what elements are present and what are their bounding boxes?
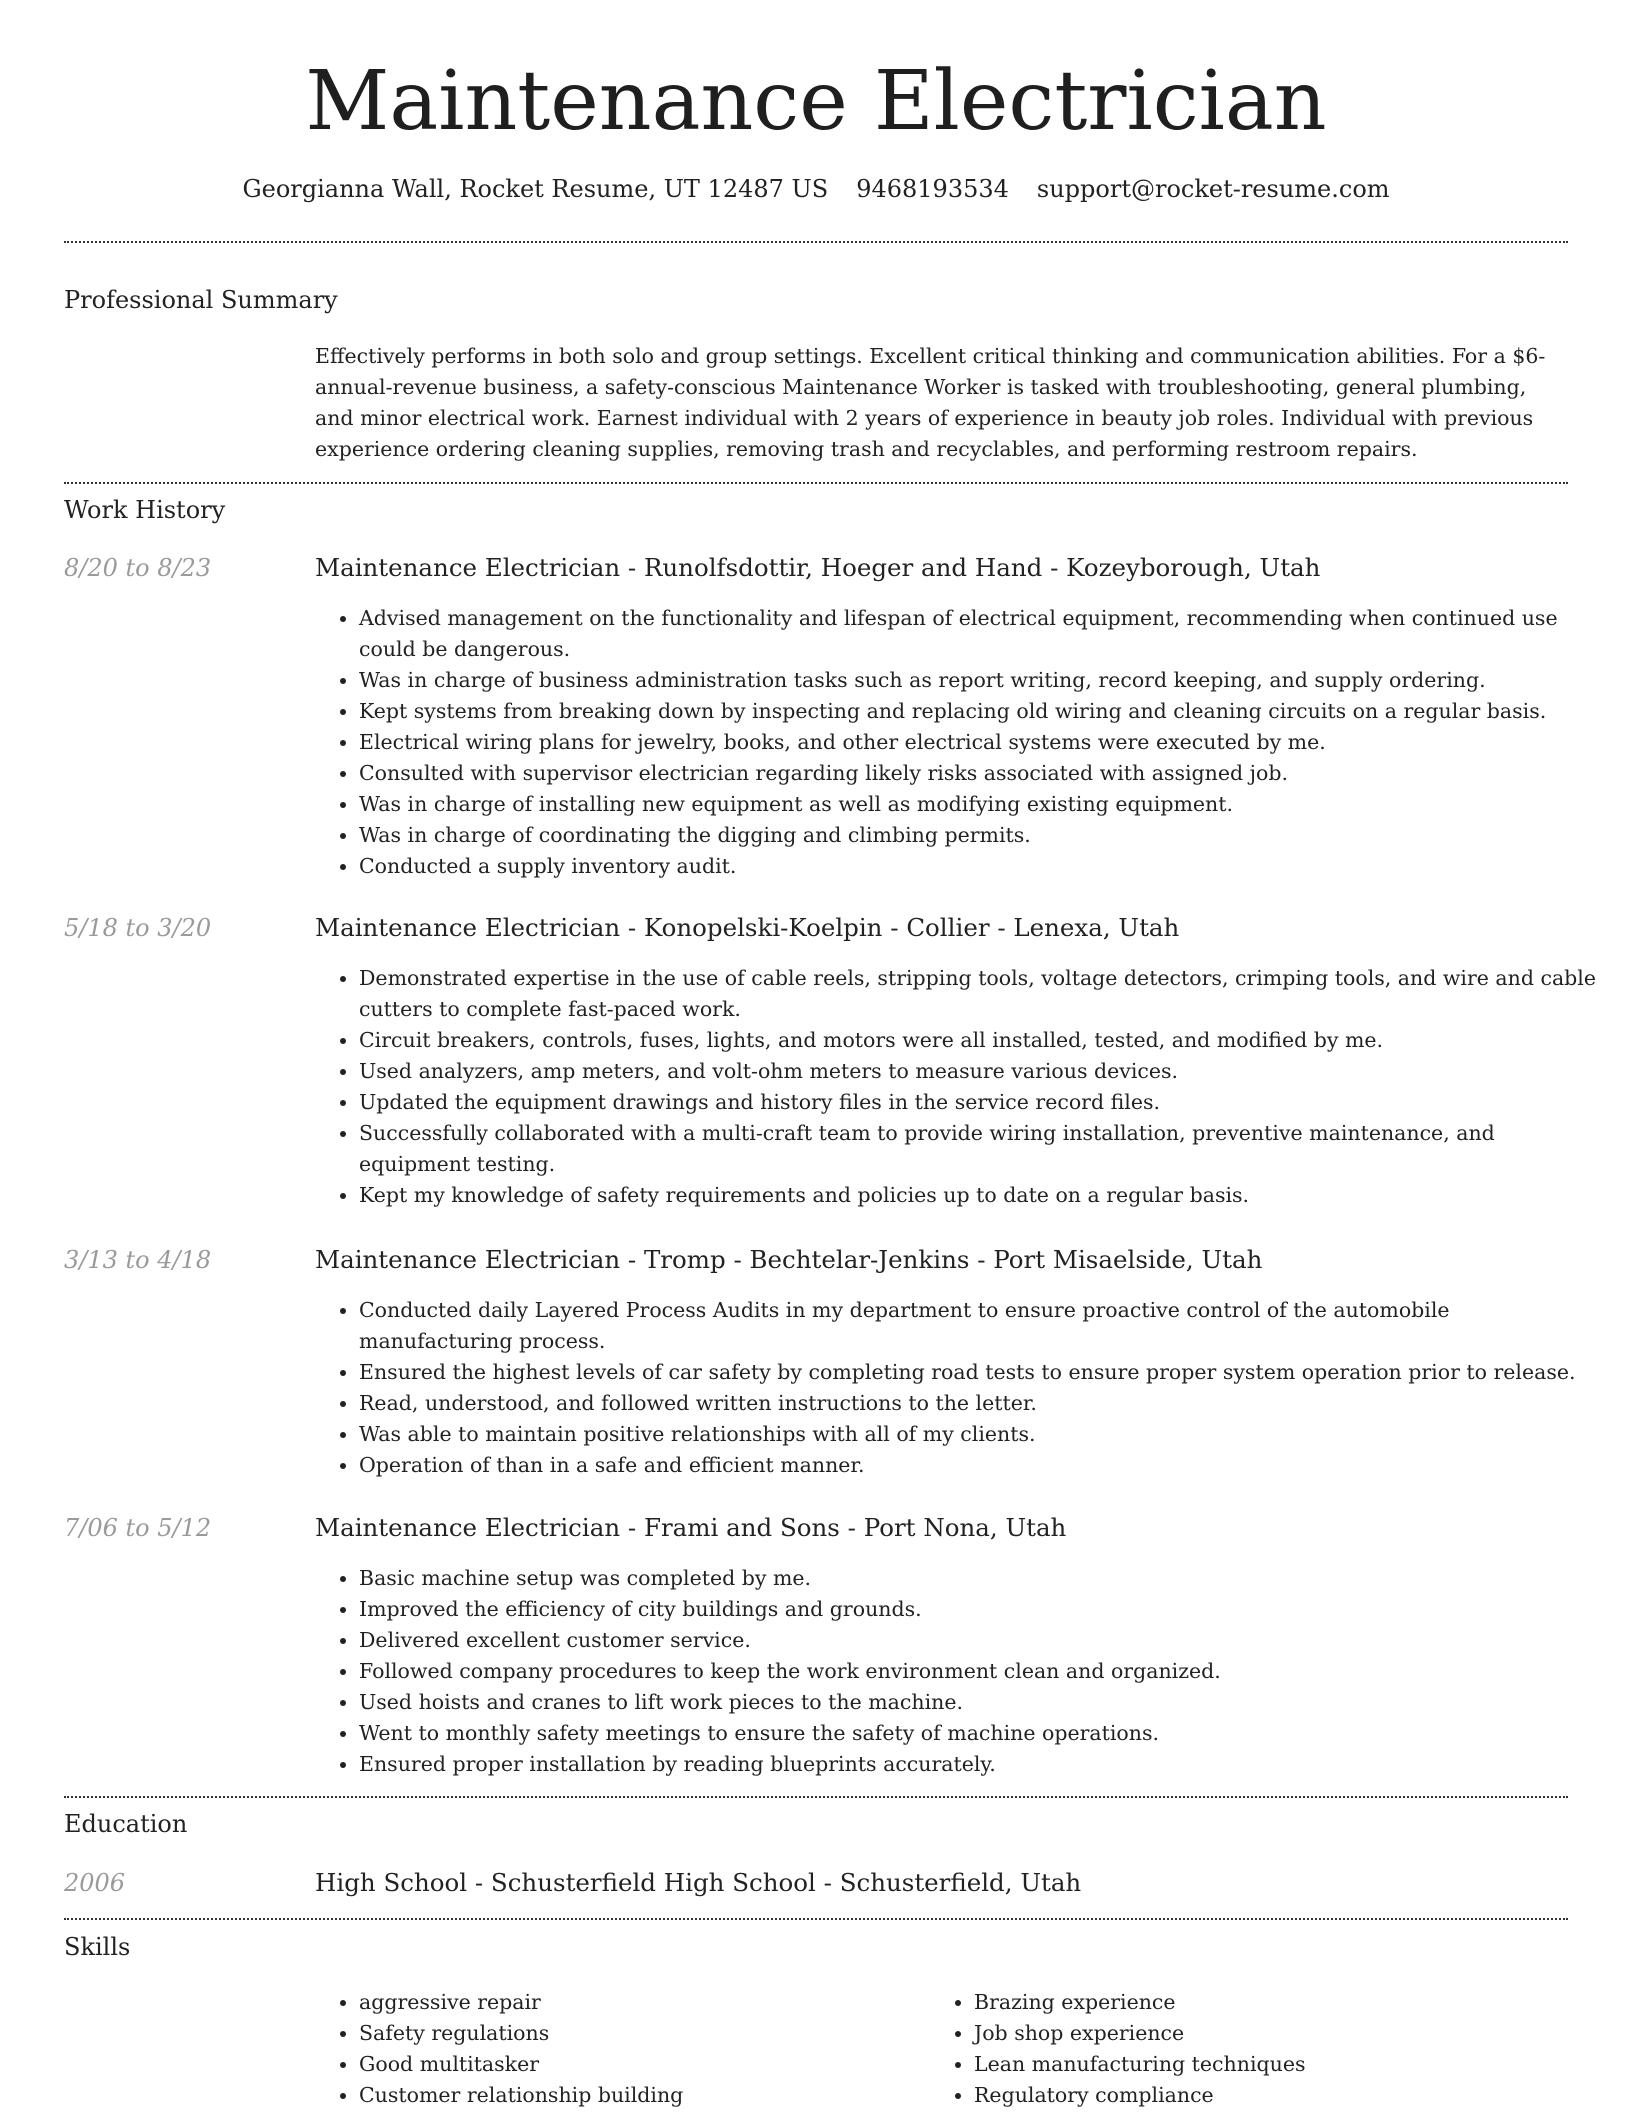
list-item: • Basic machine setup was completed by me. — [359, 1563, 1609, 1594]
list-item: • Successfully collaborated with a multi-craft team to provide wiring installation, preventive maintenance, and equipment testing. — [359, 1118, 1609, 1180]
contact-email[interactable]: support@rocket-resume.com — [1036, 175, 1390, 203]
skills-list-left — [315, 1987, 919, 2111]
list-item: • Good multitasker — [359, 2049, 919, 2080]
list-item: • Kept my knowledge of safety requirements and policies up to date on a regular basis. — [359, 1180, 1609, 1211]
list-item: • Was in charge of installing new equipment as well as modifying existing equipment. — [359, 789, 1609, 820]
job-dates: 5/18 to 3/20 — [64, 914, 212, 942]
list-item: • Used analyzers, amp meters, and volt-ohm meters to measure various devices. — [359, 1056, 1609, 1087]
list-item: • Regulatory compliance — [974, 2080, 1574, 2111]
section-title-summary: Professional Summary — [64, 286, 338, 314]
list-item: • Circuit breakers, controls, fuses, lights, and motors were all installed, tested, and modified by me. — [359, 1025, 1609, 1056]
list-item: • Consulted with supervisor electrician regarding likely risks associated with assigned job. — [359, 758, 1609, 789]
list-item: • Ensured the highest levels of car safety by completing road tests to ensure proper system operation prior to release. — [359, 1357, 1609, 1388]
list-item: • Customer relationship building — [359, 2080, 919, 2111]
job-dates: 3/13 to 4/18 — [64, 1246, 212, 1274]
list-item: • Kept systems from breaking down by inspecting and replacing old wiring and cleaning circuits on a regular basis. — [359, 696, 1609, 727]
candidate-title: Maintenance Electrician — [305, 54, 1327, 149]
summary-text: Effectively performs in both solo and group settings. Excellent critical thinking and communication abilities. For a $6-annual-revenue business, a safety-conscious Maintenance Worker is tasked with troubleshooting, general plumbing, and minor electrical work. Earnest individual with 2 years of experience in beauty job roles. Individual with previous experience ordering cleaning supplies, removing trash and recyclables, and performing restroom repairs. — [315, 344, 1546, 461]
contact-line — [0, 171, 1632, 207]
education-entry: High School - Schusterfield High School - Schusterfield, Utah — [315, 1868, 1082, 1897]
job-title: Maintenance Electrician - Runolfsdottir, Hoeger and Hand - Kozeyborough, Utah — [315, 553, 1321, 582]
list-item: • Brazing experience — [974, 1987, 1574, 2018]
divider — [64, 1918, 1568, 1920]
list-item: • Was in charge of business administration tasks such as report writing, record keeping, and supply ordering. — [359, 665, 1609, 696]
divider — [64, 241, 1568, 243]
section-title-education: Education — [64, 1810, 188, 1838]
list-item: • Conducted a supply inventory audit. — [359, 851, 1609, 882]
list-item: • Followed company procedures to keep the work environment clean and organized. — [359, 1656, 1609, 1687]
job-title: Maintenance Electrician - Frami and Sons - Port Nona, Utah — [315, 1513, 1067, 1542]
list-item: • Was in charge of coordinating the digging and climbing permits. — [359, 820, 1609, 851]
list-item: • Was able to maintain positive relationships with all of my clients. — [359, 1419, 1609, 1450]
job-bullets — [315, 963, 1609, 1211]
list-item: • Conducted daily Layered Process Audits in my department to ensure proactive control of the automobile manufacturing process. — [359, 1295, 1609, 1357]
section-title-work: Work History — [64, 496, 226, 524]
list-item: • Lean manufacturing techniques — [974, 2049, 1574, 2080]
list-item: • Advised management on the functionality and lifespan of electrical equipment, recommending when continued use could be dangerous. — [359, 603, 1609, 665]
section-title-skills: Skills — [64, 1933, 131, 1961]
list-item: • Went to monthly safety meetings to ensure the safety of machine operations. — [359, 1718, 1609, 1749]
list-item: • Ensured proper installation by reading blueprints accurately. — [359, 1749, 1609, 1780]
list-item: • Electrical wiring plans for jewelry, books, and other electrical systems were executed by me. — [359, 727, 1609, 758]
skills-list-right — [930, 1987, 1574, 2111]
divider — [64, 1796, 1568, 1798]
list-item: • Safety regulations — [359, 2018, 919, 2049]
list-item: • Updated the equipment drawings and history files in the service record files. — [359, 1087, 1609, 1118]
job-bullets — [315, 1563, 1609, 1780]
list-item: • Operation of than in a safe and efficient manner. — [359, 1450, 1609, 1481]
job-bullets — [315, 603, 1609, 882]
list-item: • aggressive repair — [359, 1987, 919, 2018]
list-item: • Delivered excellent customer service. — [359, 1625, 1609, 1656]
contact-phone: 9468193534 — [856, 175, 1009, 203]
contact-address: Georgianna Wall, Rocket Resume, UT 12487 US — [242, 175, 829, 203]
job-bullets — [315, 1295, 1609, 1481]
education-year: 2006 — [64, 1869, 126, 1897]
list-item: • Used hoists and cranes to lift work pieces to the machine. — [359, 1687, 1609, 1718]
job-title: Maintenance Electrician - Konopelski-Koelpin - Collier - Lenexa, Utah — [315, 913, 1180, 942]
divider — [64, 482, 1568, 484]
list-item: • Read, understood, and followed written instructions to the letter. — [359, 1388, 1609, 1419]
list-item: • Improved the efficiency of city buildings and grounds. — [359, 1594, 1609, 1625]
list-item: • Job shop experience — [974, 2018, 1574, 2049]
list-item: • Demonstrated expertise in the use of cable reels, stripping tools, voltage detectors, crimping tools, and wire and cable cutters to complete fast-paced work. — [359, 963, 1609, 1025]
job-dates: 8/20 to 8/23 — [64, 554, 212, 582]
job-title: Maintenance Electrician - Tromp - Bechtelar-Jenkins - Port Misaelside, Utah — [315, 1245, 1263, 1274]
job-dates: 7/06 to 5/12 — [64, 1514, 212, 1542]
